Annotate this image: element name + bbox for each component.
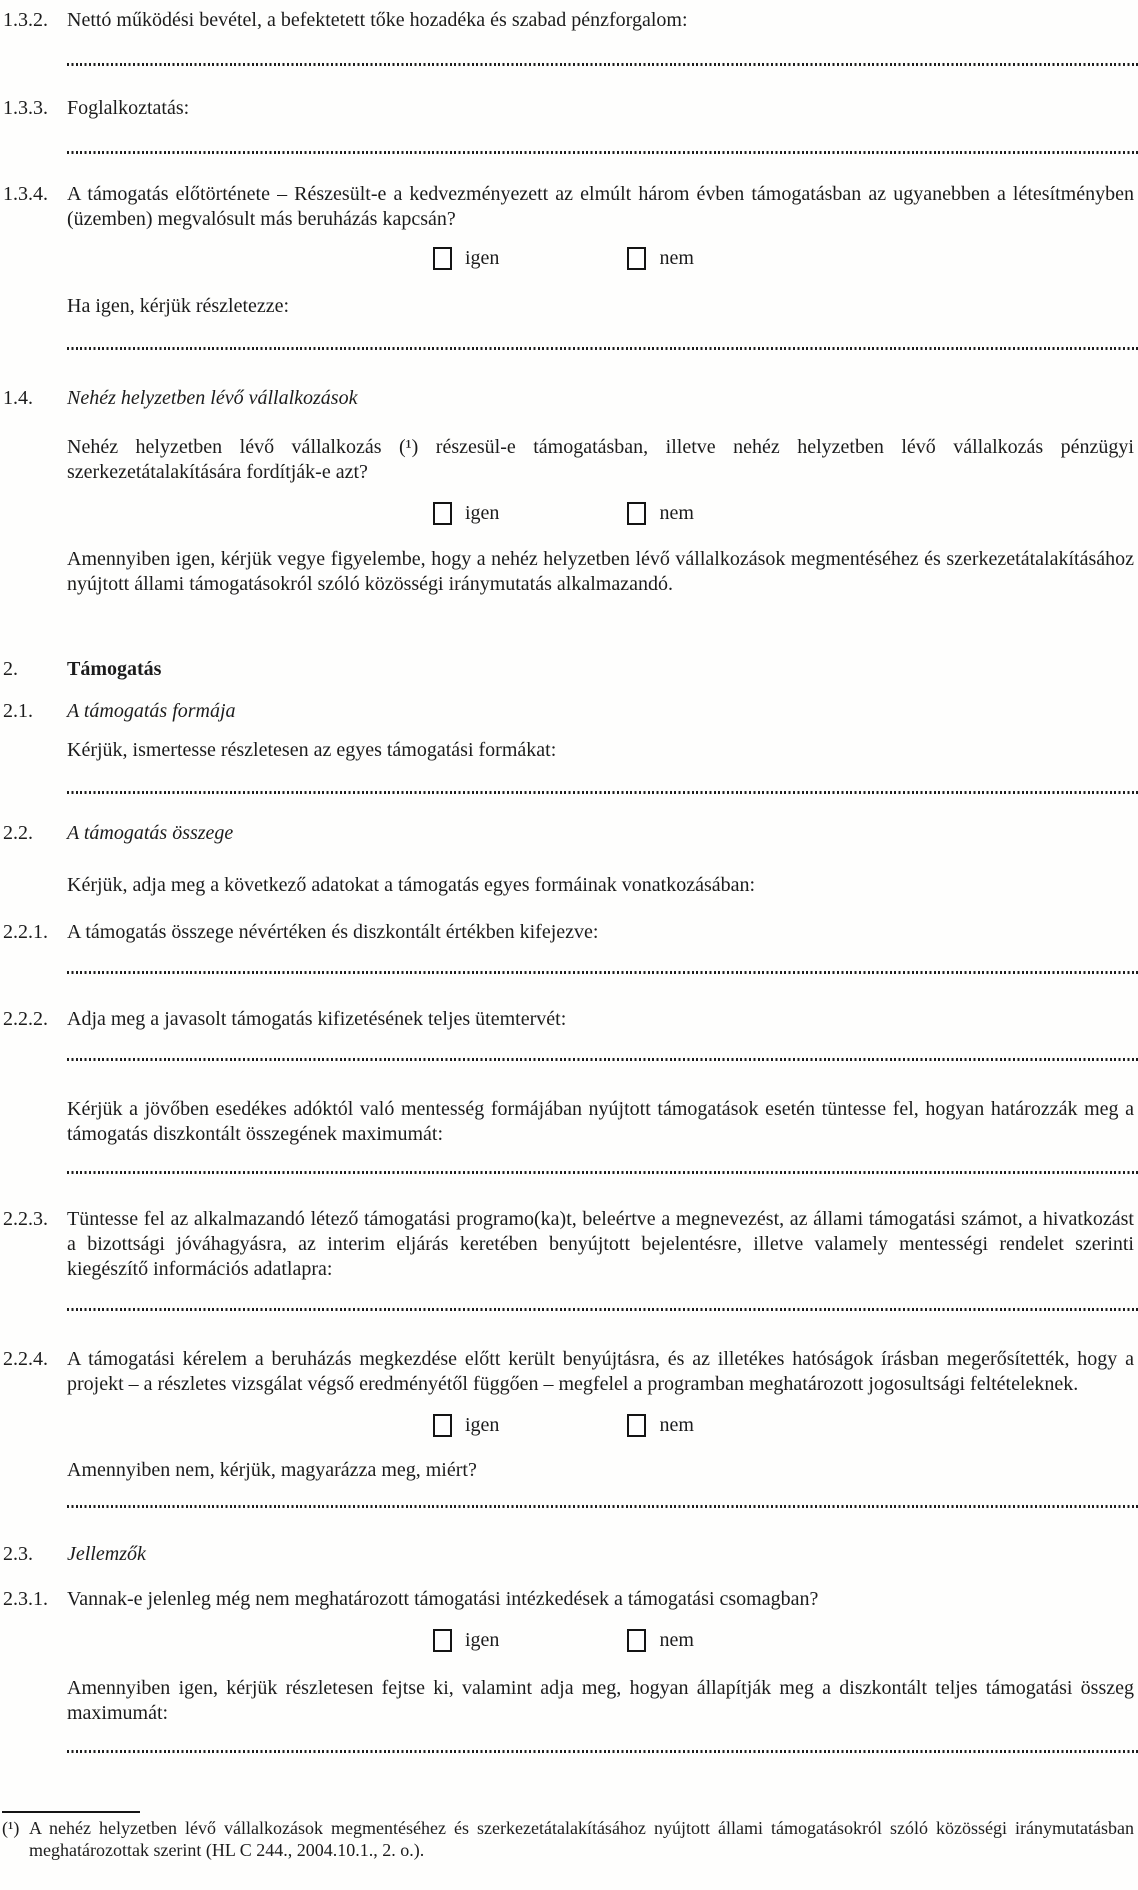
no-label: nem [659, 246, 694, 269]
yes-checkbox[interactable] [433, 1414, 452, 1437]
yes-label: igen [465, 1628, 500, 1651]
section-number: 1.4. [3, 387, 33, 409]
section-text: Tüntesse fel az alkalmazandó létező támogatási programo(ka)t, beleértve a megnevezést, az állami támogatási számot, a hivatkozást a bizottsági jóváhagyásra, az interim eljárás keretében benyújtott bejelentésre, illetve valamely mentességi rendelet szerinti kiegészítő információs adatlapra: [67, 1208, 1134, 1280]
yes-label: igen [465, 501, 500, 524]
section-2-3-1 [0, 1587, 1138, 1612]
no-label: nem [659, 1628, 694, 1651]
choice-yes [433, 246, 499, 271]
section-2-3 [0, 1542, 1138, 1567]
section-number: 1.3.4. [3, 183, 48, 205]
instruction-discounted-max: Amennyiben igen, kérjük részletesen fejtse ki, valamint adja meg, hogyan állapítják meg a diszkontált teljes támogatási összeg maximumát: [67, 1677, 1134, 1724]
section-text: Nettó működési bevétel, a befektetett tőke hozadéka és szabad pénzforgalom: [67, 9, 688, 31]
section-text: A támogatás összege névértéken és diszkontált értékben kifejezve: [67, 921, 599, 943]
section-2-2-1 [0, 920, 1138, 945]
section-1-3-2 [0, 8, 1138, 33]
section-heading: A támogatás formája [67, 700, 236, 722]
section-2-1 [0, 699, 1138, 724]
yes-no-choice-2-3-1 [433, 1628, 1138, 1652]
yes-checkbox[interactable] [433, 1629, 452, 1652]
instruction-aid-amount: Kérjük, adja meg a következő adatokat a támogatás egyes formáinak vonatkozásában: [67, 874, 756, 896]
instruction-explain-why: Amennyiben nem, kérjük, magyarázza meg, miért? [67, 1459, 477, 1481]
no-checkbox[interactable] [627, 502, 646, 525]
answer-line [67, 151, 1138, 154]
section-number: 2.2.1. [3, 921, 48, 943]
section-text: Foglalkoztatás: [67, 97, 190, 119]
answer-line [67, 971, 1138, 974]
answer-line [67, 1750, 1138, 1753]
yes-label: igen [465, 1413, 500, 1436]
yes-no-choice-1-3-4 [433, 246, 1138, 270]
section-text: A támogatási kérelem a beruházás megkezdése előtt került benyújtásra, és az illetékes hatóságok írásban megerősítették, hogy a projekt – a részletes vizsgálat végső eredményétől függően – megfelel a programban meghatározott jogosultsági feltételeknek. [67, 1348, 1134, 1395]
section-title: Támogatás [67, 658, 162, 680]
instruction-aid-forms: Kérjük, ismertesse részletesen az egyes támogatási formákat: [67, 739, 557, 761]
no-label: nem [659, 1413, 694, 1436]
no-checkbox[interactable] [627, 1414, 646, 1437]
instruction-tax-exemption: Kérjük a jövőben esedékes adóktól való mentesség formájában nyújtott támogatások esetén tüntesse fel, hogyan határozzák meg a támogatás diszkontált összegének maximumát: [67, 1098, 1134, 1145]
section-number: 2. [3, 658, 18, 680]
footnote [2, 1811, 1134, 1861]
section-number: 2.3. [3, 1543, 33, 1565]
choice-yes [433, 1628, 499, 1653]
section-heading: Nehéz helyzetben lévő vállalkozások [67, 387, 358, 409]
answer-line [67, 791, 1138, 794]
section-2-2-4 [0, 1347, 1138, 1397]
yes-checkbox[interactable] [433, 247, 452, 270]
section-1-3-4 [0, 182, 1138, 232]
footnote-text: A nehéz helyzetben lévő vállalkozások megmentéséhez és szerkezetátalakításához nyújtott állami támogatásokról szóló közösségi iránymutatásban meghatározottak szerint (HL C 244., 2004.10.1., 2. o.). [29, 1818, 1134, 1860]
section-1-4 [0, 386, 1138, 411]
section-2-2 [0, 821, 1138, 846]
answer-line [67, 63, 1138, 66]
yes-no-choice-1-4 [433, 501, 1138, 525]
note-guidelines: Amennyiben igen, kérjük vegye figyelembe, hogy a nehéz helyzetben lévő vállalkozások megmentéséhez és szerkezetátalakításához nyújtott állami támogatásokról szóló közösségi iránymutatás alkalmazandó. [67, 548, 1134, 595]
answer-line [67, 1308, 1138, 1311]
choice-yes [433, 1413, 499, 1438]
section-text: Vannak-e jelenleg még nem meghatározott támogatási intézkedések a támogatási csomagban? [67, 1588, 819, 1610]
yes-no-choice-2-2-4 [433, 1413, 1138, 1437]
answer-line [67, 1171, 1138, 1174]
answer-line [67, 347, 1138, 350]
no-checkbox[interactable] [627, 247, 646, 270]
section-2 [0, 657, 1138, 682]
choice-no [627, 1413, 693, 1438]
section-text: Adja meg a javasolt támogatás kifizetésének teljes ütemtervét: [67, 1008, 567, 1030]
choice-no [627, 1628, 693, 1653]
section-number: 2.1. [3, 700, 33, 722]
section-number: 2.2.4. [3, 1348, 48, 1370]
choice-no [627, 501, 693, 526]
section-number: 1.3.2. [3, 9, 48, 31]
section-number: 2.2. [3, 822, 33, 844]
section-2-2-3 [0, 1207, 1138, 1282]
section-heading: A támogatás összege [67, 822, 234, 844]
answer-line [67, 1505, 1138, 1508]
section-2-2-2 [0, 1007, 1138, 1032]
section-text: A támogatás előtörténete – Részesült-e a kedvezményezett az elmúlt három évben támogatásban az ugyanebben a létesítményben (üzemben) megvalósult más beruházás kapcsán? [67, 183, 1134, 230]
section-heading: Jellemzők [67, 1543, 146, 1565]
yes-label: igen [465, 246, 500, 269]
question-difficulty-enterprises: Nehéz helyzetben lévő vállalkozás (¹) részesül-e támogatásban, illetve nehéz helyzetben lévő vállalkozás pénzügyi szerkezetátalakítására fordítják-e azt? [67, 436, 1134, 483]
instruction-ha-igen: Ha igen, kérjük részletezze: [67, 295, 290, 317]
yes-checkbox[interactable] [433, 502, 452, 525]
section-number: 2.2.2. [3, 1008, 48, 1030]
answer-line [67, 1058, 1138, 1061]
footnote-marker: (¹) [2, 1818, 20, 1838]
no-label: nem [659, 501, 694, 524]
choice-yes [433, 501, 499, 526]
section-number: 2.2.3. [3, 1208, 48, 1230]
footnote-rule [2, 1811, 140, 1813]
no-checkbox[interactable] [627, 1629, 646, 1652]
choice-no [627, 246, 693, 271]
section-1-3-3 [0, 96, 1138, 121]
section-number: 1.3.3. [3, 97, 48, 119]
section-number: 2.3.1. [3, 1588, 48, 1610]
